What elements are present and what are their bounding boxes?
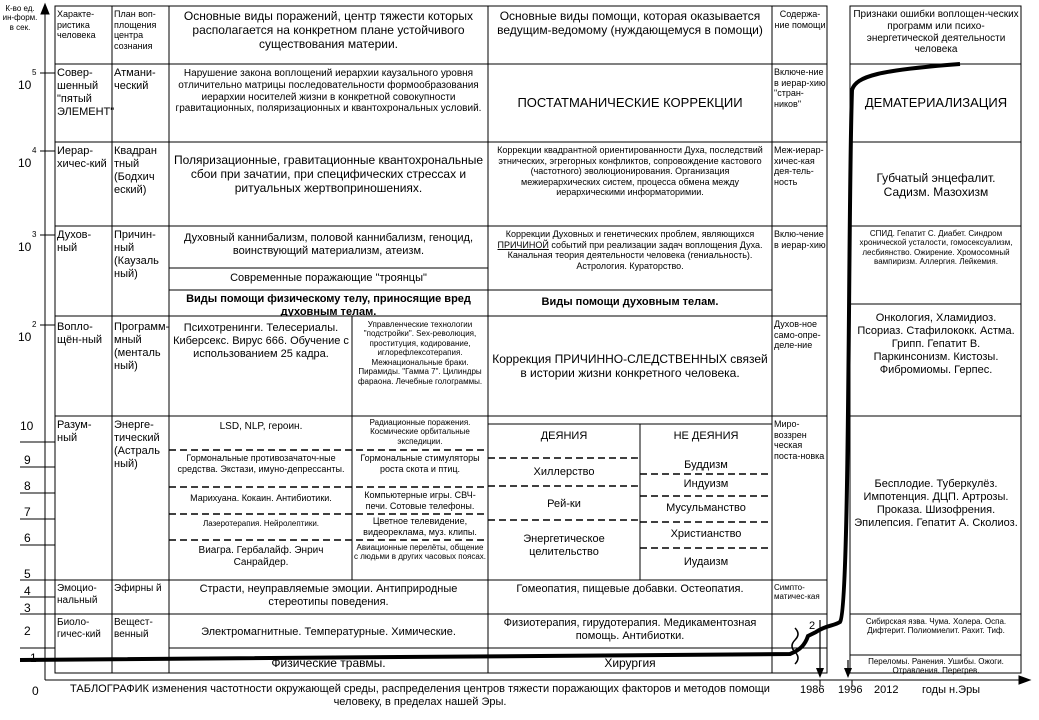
year-1996: 1996	[838, 684, 863, 696]
r3-damage-trojans: Современные поражающие "троянцы"	[230, 272, 427, 284]
year-1986: 1986	[800, 684, 825, 696]
era-label: годы н.Эры	[922, 684, 981, 696]
nondeeds-heading: НЕ ДЕЯНИЯ	[673, 430, 739, 442]
r1-signs: ДЕМАТЕРИАЛИЗАЦИЯ	[864, 95, 1008, 111]
tick-1: 1	[30, 651, 37, 665]
deed-3: Энергетическое целительство	[523, 533, 605, 558]
r3-plan: Причин-ный (Каузаль ный)	[114, 229, 159, 280]
tick-2: 2	[24, 624, 31, 638]
r2-char: Иерар-хичес-кий	[57, 145, 107, 170]
r5-content: Миро-воззрен ческая поста-новка	[774, 419, 825, 461]
deed-1: Хиллерство	[533, 466, 595, 478]
year-2012: 2012	[874, 684, 899, 696]
nondeed-5: Иудаизм	[683, 556, 729, 568]
header-char: Характе-ристика человека	[57, 9, 96, 41]
tick-3: 3	[24, 601, 31, 615]
r5-plan: Энерге-тический (Астраль ный)	[114, 419, 160, 470]
r2-plan: Квадран тный (Бодхич еский)	[114, 145, 157, 196]
caption: ТАБЛОГРАФИК изменения частотности окружающей среды, распределения центров тяжести поражающих факторов и методов помощи человеку, в пределах нашей Эры.	[70, 683, 770, 708]
tick-8: 8	[24, 479, 31, 493]
r1-help: ПОСТАТМАНИЧЕСКИЕ КОРРЕКЦИИ	[517, 95, 743, 111]
r3-damage: Духовный каннибализм, половой каннибализм, геноцид, воинствующий материализм, атеизм.	[183, 232, 474, 257]
tick-10: 10	[20, 419, 34, 433]
r7-plan: Вещест-венный	[114, 617, 153, 640]
nondeed-2: Индуизм	[683, 478, 729, 490]
exp-5: 5	[32, 68, 37, 77]
header-help: Основные виды помощи, которая оказывается ведущим-ведомому (нуждающемуся в помощи)	[497, 9, 763, 38]
r4-damage-tech: Управленческие технологии "подстройки". Sex-революция, проституция, кодирование, иглорефлексотерапия. Межнациональные браки. Пирамиды. "Гамма 7". Цилиндры фараона. Лечебные голограммы.	[357, 320, 483, 386]
r2-signs: Губчатый энцефалит. Садизм. Мазохизм	[876, 170, 996, 199]
tick-10-2: 10	[18, 330, 32, 344]
r5-damage-a2: Гормональные противозачаточ-ные средства. Экстази, имуно-депрессанты.	[177, 453, 345, 474]
tick-7: 7	[24, 505, 31, 519]
r4-signs: Онкология, Хламидиоз. Псориаз. Стафилококк. Астма. Грипп. Гепатит В. Паркинсонизм. Кистозы. Фибромиомы. Герпес.	[857, 312, 1015, 376]
r3-char: Духов-ный	[57, 229, 92, 254]
tick-0: 0	[32, 684, 39, 698]
r5-damage-a5: Виагра. Гербалайф. Энрич Санрайдер.	[198, 545, 324, 568]
nondeed-3: Мусульманство	[666, 502, 746, 514]
r5-damage-a3: Марихуана. Кокаин. Антибиотики.	[190, 493, 332, 503]
r3-content: Вклю-чение в иерар-хию	[774, 229, 826, 250]
deed-2: Рей-ки	[547, 498, 581, 510]
r1-plan: Атмани-ческий	[114, 67, 156, 92]
tick-4: 4	[24, 584, 31, 598]
r4-damage: Психотренинги. Телесериалы. Киберсекс. Вирус 666. Обучение с использованием 25 кадра.	[173, 322, 349, 360]
r5-damage-b4: Цветное телевидение, видеореклама, муз. клипы.	[363, 516, 477, 537]
r5-damage-a4: Лазеротерапия. Нейролептики.	[202, 519, 320, 528]
r5-damage-a1: LSD, NLP, героин.	[219, 421, 303, 432]
r6-plan: Эфирны й	[114, 583, 162, 594]
header-content: Содержа-ние помощи	[774, 9, 826, 30]
exp-2: 2	[32, 320, 37, 329]
exp-4: 4	[32, 146, 37, 155]
tick-10-5: 10	[18, 78, 32, 92]
r5-char: Разум-ный	[57, 419, 92, 444]
phys-help-heading: Виды помощи физическому телу, приносящие вред духовным телам.	[186, 293, 471, 316]
tick-10-4: 10	[18, 156, 32, 170]
r6-content: Симпто-матичес-кая	[774, 583, 820, 602]
tick-10-3: 10	[18, 240, 32, 254]
r2-content: Меж-иерар-хичес-кая дея-тель-ность	[774, 145, 824, 187]
r1-content: Включе-ние в иерар-хию "стран-ников"	[774, 67, 826, 109]
r5-damage-b1: Радиационные поражения. Космические орбитальные экспедиции.	[369, 418, 471, 446]
nondeed-1: Буддизм	[684, 459, 728, 471]
r2-damage: Поляризационные, гравитационные квантохрональные сбои при зачатии, при специфических стрессах и ритуальных жертвоприношениях.	[173, 153, 484, 196]
header-plan: План воп-площения центра сознания	[114, 9, 157, 51]
r7-signs-1: Сибирская язва. Чума. Холера. Оспа. Дифтерит. Полиомиелит. Рахит. Тиф.	[865, 617, 1007, 636]
r2-help: Коррекции квадрантной ориентированности Духа, последствий этнических, эгрегорных конфликтов, сопровождение кастового (частотного) эволюционирования. Организация межиерархических систем, процесса обмена между иерархическими информаторимии.	[497, 145, 763, 198]
r4-help: Коррекция ПРИЧИННО-СЛЕДСТВЕННЫХ связей в истории жизни конкретного человека.	[492, 352, 768, 381]
axis-title: К-во ед. ин-форм. в сек.	[2, 4, 38, 32]
r7-char: Биоло-гичес-кий	[57, 617, 101, 640]
r7-help-surgery: Хирургия	[604, 656, 656, 670]
r3-signs: СПИД. Гепатит С. Диабет. Синдром хронической усталости, гомосексуализм, лесбиянство. Ожирение. Хромосомный вампиризм. Аллергия. Лейкемия.	[859, 229, 1013, 267]
r5-damage-b2: Гормональные стимуляторы роста скота и птиц.	[360, 453, 480, 474]
r6-help: Гомеопатия, пищевые добавки. Остеопатия.	[516, 583, 744, 595]
r7-damage: Электромагнитные. Температурные. Химические.	[201, 626, 456, 638]
r5-damage-b3: Компьютерные игры. СВЧ-печи. Сотовые телефоны.	[364, 490, 476, 511]
r7-damage-trauma: Физические травмы.	[271, 656, 386, 670]
r6-char: Эмоцио-нальный	[57, 583, 98, 606]
deeds-heading: ДЕЯНИЯ	[540, 430, 588, 442]
r1-damage: Нарушение закона воплощений иерархии каузального уровня отличительно матрицы последовательности формообразования иерархии носителей жизни в конкретной совокупности гравитационных, поляризационных и квантохрональных условий.	[175, 68, 482, 115]
tick-6: 6	[24, 531, 31, 545]
exp-3: 3	[32, 230, 37, 239]
r7-help: Физиотерапия, гирудотерапия. Медикаментозная помощь. Антибиотки.	[503, 617, 757, 642]
r4-content: Духов-ное само-опре-деле-ние	[774, 319, 821, 351]
tick-5: 5	[24, 567, 31, 581]
r5-signs: Бесплодие. Туберкулёз. Импотенция. ДЦП. Артрозы. Проказа. Шизофрения. Эпилепсия. Гепатит А. Сколиоз.	[854, 478, 1018, 529]
header-signs: Признаки ошибки воплощен-ческих программ или психо-энергетической деятельности человека	[853, 9, 1019, 56]
nondeed-4: Христианство	[670, 528, 742, 540]
tick-9: 9	[24, 453, 31, 467]
r1-char: Совер-шенный "пятый ЭЛЕМЕНТ"	[57, 67, 115, 118]
curve-label: 2	[809, 620, 816, 632]
r7-signs-2: Переломы. Ранения. Ушибы. Ожоги. Отравления. Перегрев.	[868, 657, 1004, 676]
r3-help: Коррекции Духовных и генетических проблем, являющихся ПРИЧИНОЙ событий при реализации задач воплощения Духа. Канальная теория деятельности человека (гениальность). Астрология. Кураторство.	[497, 229, 763, 271]
r6-damage: Страсти, неуправляемые эмоции. Антиприродные стереотипы поведения.	[199, 583, 458, 608]
r5-damage-b5: Авиационные перелёты, общение с людьми в других часовых поясах.	[354, 543, 487, 562]
header-damage: Основные виды поражений, центр тяжести которых располагается на конкретном плане устойчивого существования материи.	[183, 9, 474, 52]
r4-plan: Программ-мный (менталь ный)	[114, 321, 170, 372]
r4-char: Вопло-щён-ный	[57, 321, 103, 346]
spirit-help-heading: Виды помощи духовным телам.	[541, 296, 719, 308]
